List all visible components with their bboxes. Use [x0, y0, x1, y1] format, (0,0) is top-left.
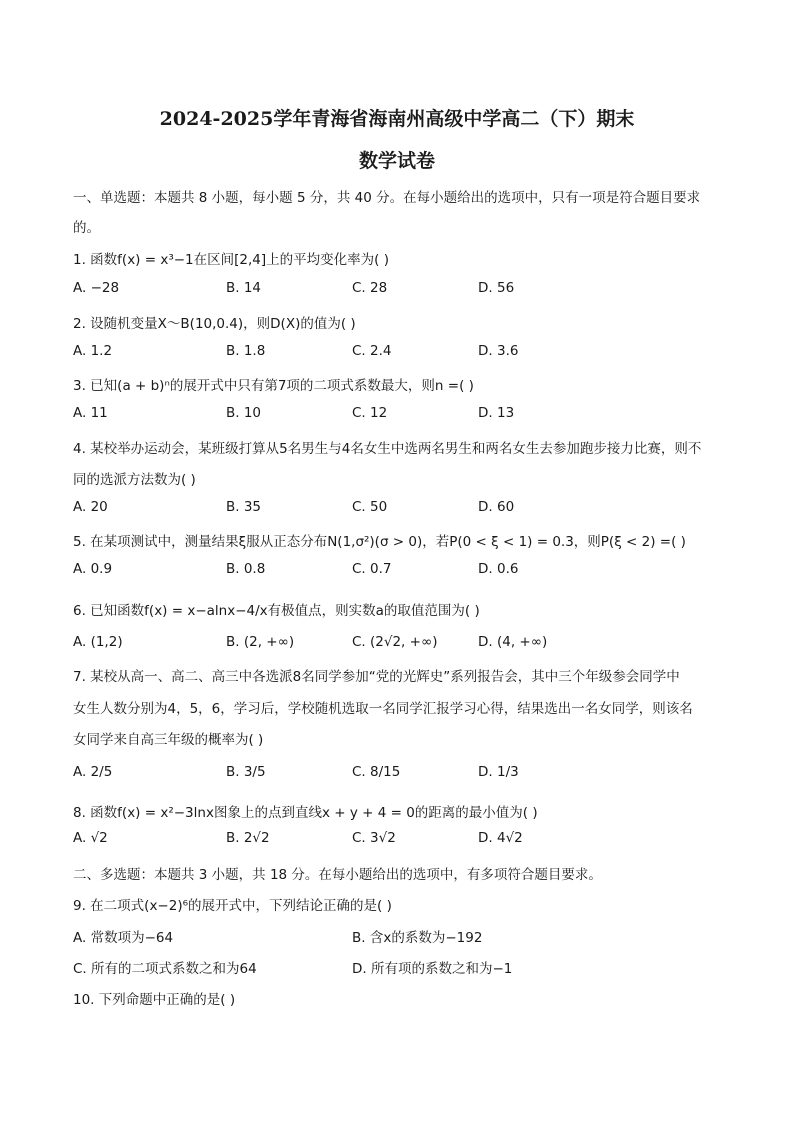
q5-option-d: D. 0.6: [478, 561, 519, 577]
q1-option-c: C. 28: [352, 280, 388, 296]
q7-option-b: B. 3/5: [226, 764, 266, 780]
question-10-stem: 10. 下列命题中正确的是( ): [73, 992, 236, 1008]
q8-option-b: B. 2√2: [226, 830, 270, 846]
q6-option-d: D. (4, +∞): [478, 634, 548, 650]
exam-subtitle: 数学试卷: [358, 150, 435, 172]
question-8-stem: 8. 函数f(x) = x²−3lnx图象上的点到直线x + y + 4 = 0的距离的最小值为( ): [73, 805, 538, 821]
question-4-stem: 4. 某校举办运动会，某班级打算从5名男生与4名女生中选两名男生和两名女生去参加跑步接力比赛，则不: [73, 441, 702, 457]
question-4-stem-cont: 同的选派方法数为( ): [73, 472, 196, 488]
q1-option-b: B. 14: [226, 280, 262, 296]
q6-option-a: A. (1,2): [73, 634, 123, 650]
q7-option-a: A. 2/5: [73, 764, 113, 780]
q9-option-a: A. 常数项为−64: [73, 930, 174, 946]
q7-option-d: D. 1/3: [478, 764, 519, 780]
section-1-instructions: 一、单选题：本题共 8 小题，每小题 5 分，共 40 分。在每小题给出的选项中，只有一项是符合题目要求: [73, 190, 701, 206]
q9-option-c: C. 所有的二项式系数之和为64: [73, 961, 257, 977]
question-7-stem-cont-1: 女生人数分别为4，5，6，学习后，学校随机选取一名同学汇报学习心得，结果选出一名女同学，则该名: [73, 701, 693, 717]
q2-option-c: C. 2.4: [352, 343, 392, 359]
question-5-stem: 5. 在某项测试中，测量结果ξ服从正态分布N(1,σ²)(σ > 0)，若P(0 < ξ < 1) = 0.3，则P(ξ < 2) =( ): [73, 534, 686, 550]
q3-option-b: B. 10: [226, 405, 262, 421]
q7-option-c: C. 8/15: [352, 764, 401, 780]
q5-option-c: C. 0.7: [352, 561, 392, 577]
question-3-stem: 3. 已知(a + b)ⁿ的展开式中只有第7项的二项式系数最大，则n =( ): [73, 378, 474, 394]
question-2-stem: 2. 设随机变量X～B(10,0.4)，则D(X)的值为( ): [73, 316, 356, 332]
q8-option-c: C. 3√2: [352, 830, 396, 846]
question-1-stem: 1. 函数f(x) = x³−1在区间[2,4]上的平均变化率为( ): [73, 252, 389, 268]
q4-option-d: D. 60: [478, 499, 515, 515]
q9-option-b: B. 含x的系数为−192: [352, 930, 483, 946]
q9-option-d: D. 所有项的系数之和为−1: [352, 961, 513, 977]
question-6-stem: 6. 已知函数f(x) = x−alnx−4/x有极值点，则实数a的取值范围为( ): [73, 603, 480, 619]
question-9-stem: 9. 在二项式(x−2)⁶的展开式中，下列结论正确的是( ): [73, 898, 392, 914]
q4-option-b: B. 35: [226, 499, 262, 515]
q4-option-a: A. 20: [73, 499, 108, 515]
q3-option-a: A. 11: [73, 405, 108, 421]
q5-option-b: B. 0.8: [226, 561, 266, 577]
q1-option-a: A. −28: [73, 280, 120, 296]
q3-option-d: D. 13: [478, 405, 515, 421]
section-2-instructions: 二、多选题：本题共 3 小题，共 18 分。在每小题给出的选项中，有多项符合题目要求。: [73, 867, 602, 883]
q4-option-c: C. 50: [352, 499, 388, 515]
q2-option-a: A. 1.2: [73, 343, 113, 359]
q6-option-b: B. (2, +∞): [226, 634, 295, 650]
q2-option-b: B. 1.8: [226, 343, 266, 359]
question-7-stem-cont-2: 女同学来自高三年级的概率为( ): [73, 732, 264, 748]
q3-option-c: C. 12: [352, 405, 388, 421]
exam-title: 2024-2025学年青海省海南州高级中学高二（下）期末: [159, 108, 635, 130]
q8-option-d: D. 4√2: [478, 830, 523, 846]
q1-option-d: D. 56: [478, 280, 515, 296]
q5-option-a: A. 0.9: [73, 561, 113, 577]
section-1-instructions-cont: 的。: [73, 220, 100, 236]
q2-option-d: D. 3.6: [478, 343, 519, 359]
q6-option-c: C. (2√2, +∞): [352, 634, 438, 650]
q8-option-a: A. √2: [73, 830, 108, 846]
question-7-stem: 7. 某校从高一、高二、高三中各选派8名同学参加“党的光辉史”系列报告会，其中三个年级参会同学中: [73, 669, 680, 685]
